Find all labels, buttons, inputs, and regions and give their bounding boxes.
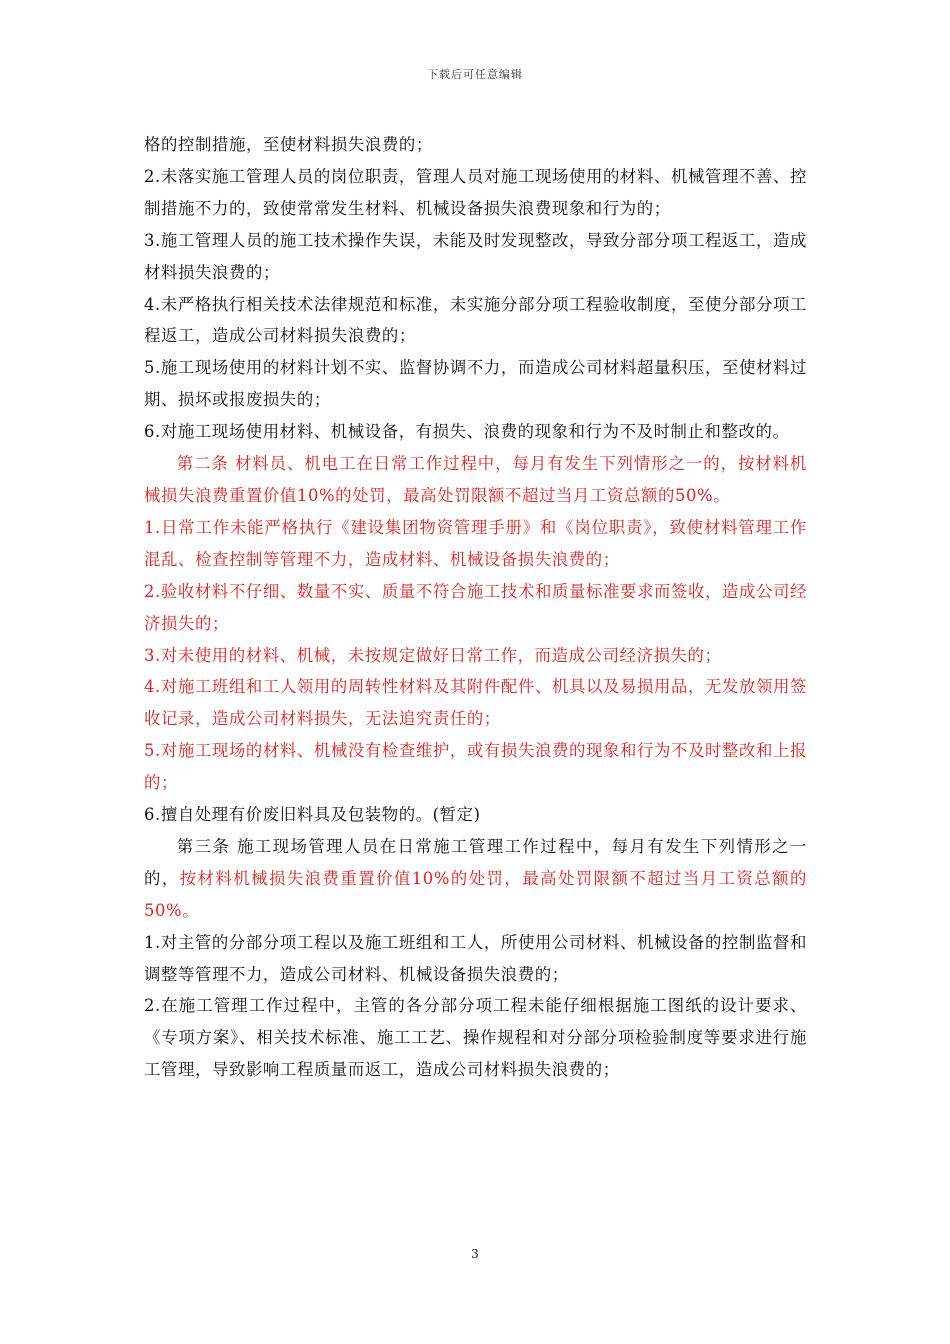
article-2-heading: 第二条 材料员、机电工在日常工作过程中，每月有发生下列情形之一的，按材料机械损失浪费重置价值10%的处罚，最高处罚限额不超过当月工资总额的50%。 [144, 454, 807, 505]
clause-item-5: 5.施工现场使用的材料计划不实、监督协调不力，而造成公司材料超量积压，至使材料过期、损坏或报废损失的； [144, 358, 807, 410]
article-2-item-3: 3.对未使用的材料、机械，未按规定做好日常工作，而造成公司经济损失的； [144, 645, 722, 665]
article-2-item-4: 4.对施工班组和工人领用的周转性材料及其附件配件、机具以及易损用品，无发放领用签收记录，造成公司材料损失，无法追究责任的； [144, 677, 807, 729]
article-2-item-2: 2.验收材料不仔细、数量不实、质量不符合施工技术和质量标准要求而签收，造成公司经济损失的； [144, 581, 807, 633]
clause-item-4: 4.未严格执行相关技术法律规范和标准，未实施分部分项工程验收制度，至使分部分项工程返工，造成公司材料损失浪费的； [144, 294, 807, 346]
article-3-heading: 第三条 施工现场管理人员在日常施工管理工作过程中，每月有发生下列情形之一的，按材料机械损失浪费重置价值10%的处罚，最高处罚限额不超过当月工资总额的50%。 [144, 836, 807, 920]
page-number: 3 [471, 1247, 479, 1261]
article-2-item-1: 1.日常工作未能严格执行《建设集团物资管理手册》和《岗位职责》，致使材料管理工作混乱、检查控制等管理不力，造成材料、机械设备损失浪费的； [144, 517, 807, 569]
article-3-item-1: 1.对主管的分部分项工程以及施工班组和工人，所使用公司材料、机械设备的控制监督和调整等管理不力，造成公司材料、机械设备损失浪费的； [144, 932, 807, 984]
document-body [144, 129, 807, 1086]
article-3-item-2: 2.在施工管理工作过程中，主管的各分部分项工程未能仔细根据施工图纸的设计要求、《专项方案》、相关技术标准、施工工艺、操作规程和对分部分项检验制度等要求进行施工管理，导致影响工程质量而返工，造成公司材料损失浪费的； [144, 996, 807, 1080]
paragraph-continuation: 格的控制措施，至使材料损失浪费的； [144, 135, 433, 154]
article-2-item-6: 6.擅自处理有价废旧料具及包装物的。(暂定) [144, 805, 481, 825]
clause-item-3: 3.施工管理人员的施工技术操作失误，未能及时发现整改，导致分部分项工程返工，造成材料损失浪费的； [144, 230, 807, 282]
clause-item-6: 6.对施工现场使用材料、机械设备，有损失、浪费的现象和行为不及时制止和整改的。 [144, 422, 790, 442]
page-header: 下载后可任意编辑 [427, 68, 523, 81]
clause-item-2: 2.未落实施工管理人员的岗位职责，管理人员对施工现场使用的材料、机械管理不善、控制措施不力的，致使常常发生材料、机械设备损失浪费现象和行为的； [144, 166, 807, 218]
article-2-item-5: 5.对施工现场的材料、机械没有检查维护，或有损失浪费的现象和行为不及时整改和上报的； [144, 741, 807, 793]
